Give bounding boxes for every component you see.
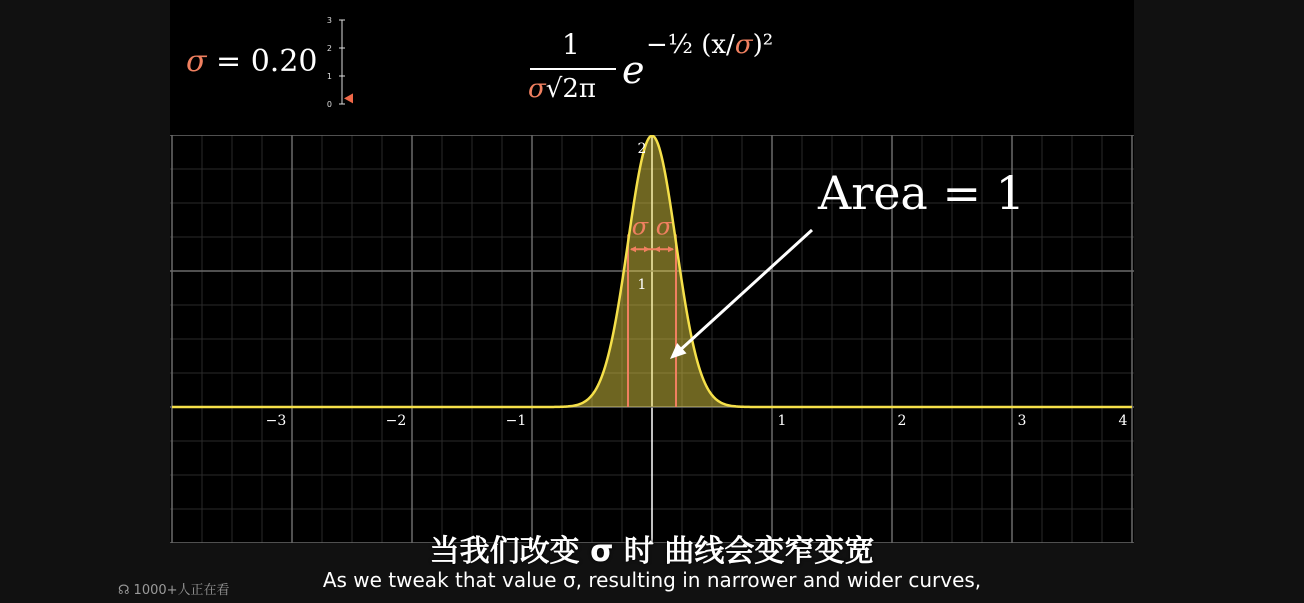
sigma-marker-label: σ	[631, 212, 649, 241]
x-tick-label: 2	[897, 413, 907, 429]
y-tick-label: 2	[637, 141, 647, 157]
x-tick-label: 4	[1118, 413, 1128, 429]
sigma-readout	[186, 44, 318, 79]
x-tick-label: −3	[265, 413, 287, 429]
sigma-symbol: σ	[186, 44, 207, 79]
viewer-count	[118, 579, 230, 598]
sigma-value: = 0.20	[216, 44, 318, 79]
fraction-bar	[530, 68, 616, 70]
slider-tick-label: 3	[326, 16, 332, 25]
slider-handle[interactable]	[344, 93, 353, 103]
formula-numerator: 1	[562, 28, 580, 61]
sigma-marker-label: σ	[655, 212, 673, 241]
slider-tick-label: 0	[326, 100, 332, 109]
gaussian-formula	[528, 28, 828, 118]
x-tick-label: 1	[777, 413, 787, 429]
exponent-suffix: )²	[752, 30, 774, 60]
viewer-count-text: 1000+人正在看	[133, 583, 230, 598]
subtitle-chinese: 当我们改变 σ 时 曲线会变窄变宽	[429, 534, 875, 569]
formula-exponent	[646, 30, 773, 60]
sigma-slider[interactable]	[322, 12, 362, 112]
headphones-icon: ☊	[118, 583, 130, 598]
slider-tick-label: 1	[326, 72, 332, 81]
area-arrow	[670, 230, 812, 359]
slider-tick-label: 2	[326, 44, 332, 53]
denominator-sigma: σ	[528, 74, 546, 104]
x-tick-label: −1	[505, 413, 527, 429]
exponent-prefix: −½ (x/	[646, 30, 735, 60]
y-tick-label: 1	[637, 277, 647, 293]
exponent-sigma: σ	[734, 30, 753, 60]
x-axis-ticks	[266, 413, 1128, 429]
formula-base: e	[622, 48, 645, 92]
x-tick-label: 3	[1017, 413, 1027, 429]
arrow-shaft	[678, 230, 812, 352]
denominator-root: √2π	[545, 74, 596, 104]
formula-denominator	[528, 74, 596, 104]
area-label: Area = 1	[818, 166, 1025, 220]
x-tick-label: −2	[385, 413, 407, 429]
subtitle-english: As we tweak that value σ, resulting in narrower and wider curves,	[322, 568, 982, 592]
